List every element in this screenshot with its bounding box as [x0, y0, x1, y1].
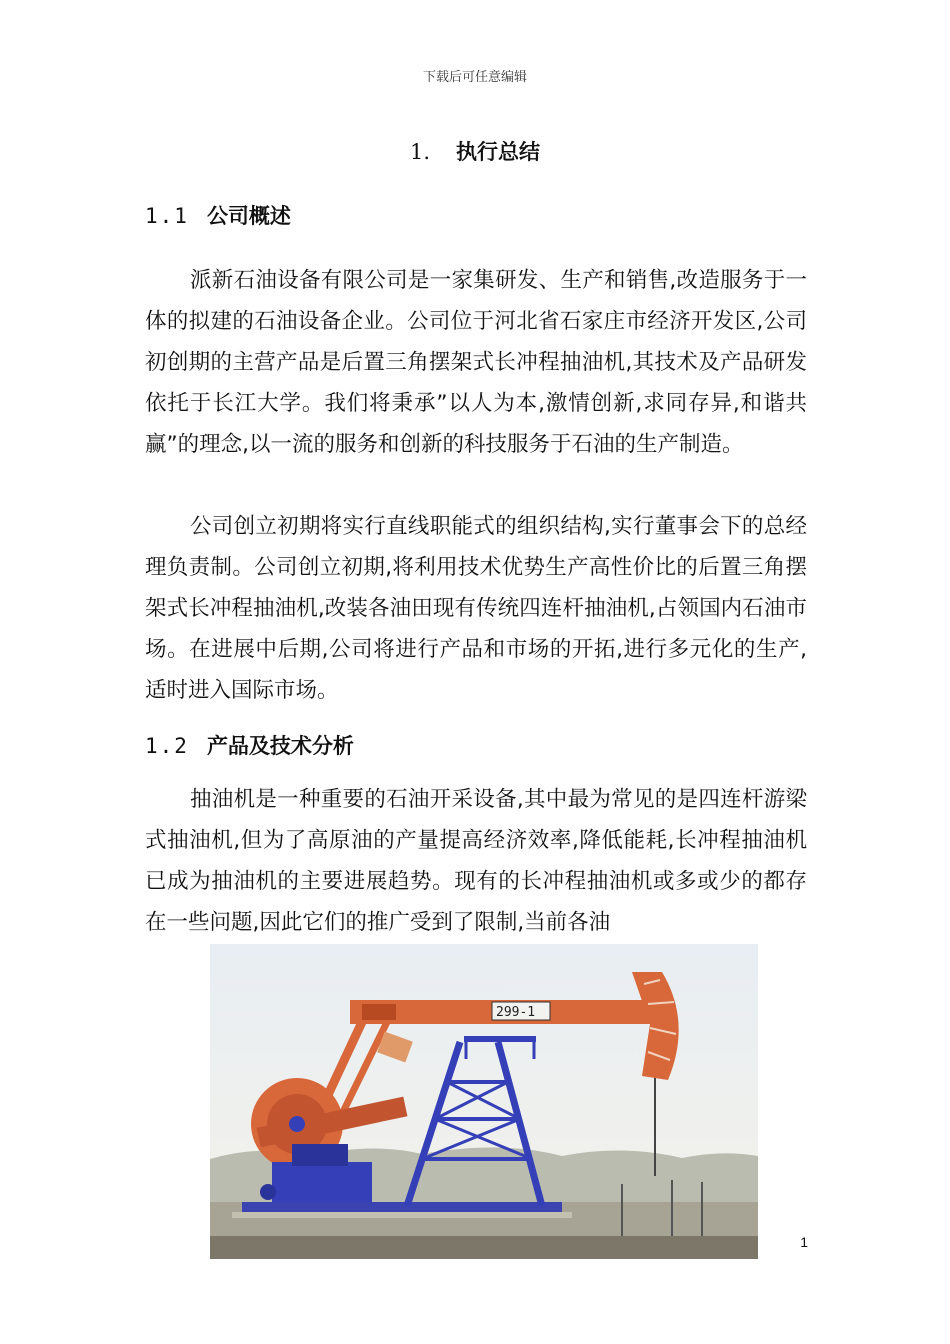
header-note: 下载后可任意编辑 — [422, 70, 527, 85]
section-number: 1. — [409, 140, 431, 164]
section-title: 公司概述 — [206, 204, 291, 228]
section-heading-1-2 — [145, 730, 354, 760]
paragraph-organization: 公司创立初期将实行直线职能式的组织结构,实行董事会下的总经理负责制。公司创立初期,将利用技术优势生产高性价比的后置三角摆架式长冲程抽油机,改装各油田现有传统四连杆抽油机,占领国内石油市场。在进展中后期,公司将进行产品和市场的开拓,进行多元化的生产,适时进入国际市场。 — [145, 514, 807, 703]
paragraph-company-overview: 派新石油设备有限公司是一家集研发、生产和销售,改造服务于一体的拟建的石油设备企业。公司位于河北省石家庄市经济开发区,公司初创期的主营产品是后置三角摆架式长冲程抽油机,其技术及产品研发依托于长江大学。我们将秉承”以人为本,激情创新,求同存异,和谐共赢”的理念,以一流的服务和创新的科技服务于石油的生产制造。 — [145, 268, 807, 457]
beam-plate-text: 299-1 — [496, 1005, 536, 1020]
section-title: 执行总结 — [456, 140, 541, 164]
section-number: 1.2 — [145, 734, 189, 758]
section-number: 1.1 — [145, 204, 189, 228]
section-heading-1-1 — [145, 200, 291, 230]
section-heading-1 — [0, 136, 950, 166]
paragraph-product-analysis: 抽油机是一种重要的石油开采设备,其中最为常见的是四连杆游梁式抽油机,但为了高原油的产量提高经济效率,降低能耗,长冲程抽油机已成为抽油机的主要进展趋势。现有的长冲程抽油机或多或少的都存在一些问题,因此它们的推广受到了限制,当前各油 — [145, 787, 807, 935]
page-number: 1 — [800, 1234, 808, 1250]
section-title: 产品及技术分析 — [206, 734, 354, 758]
pumpjack-photo — [202, 944, 760, 1264]
